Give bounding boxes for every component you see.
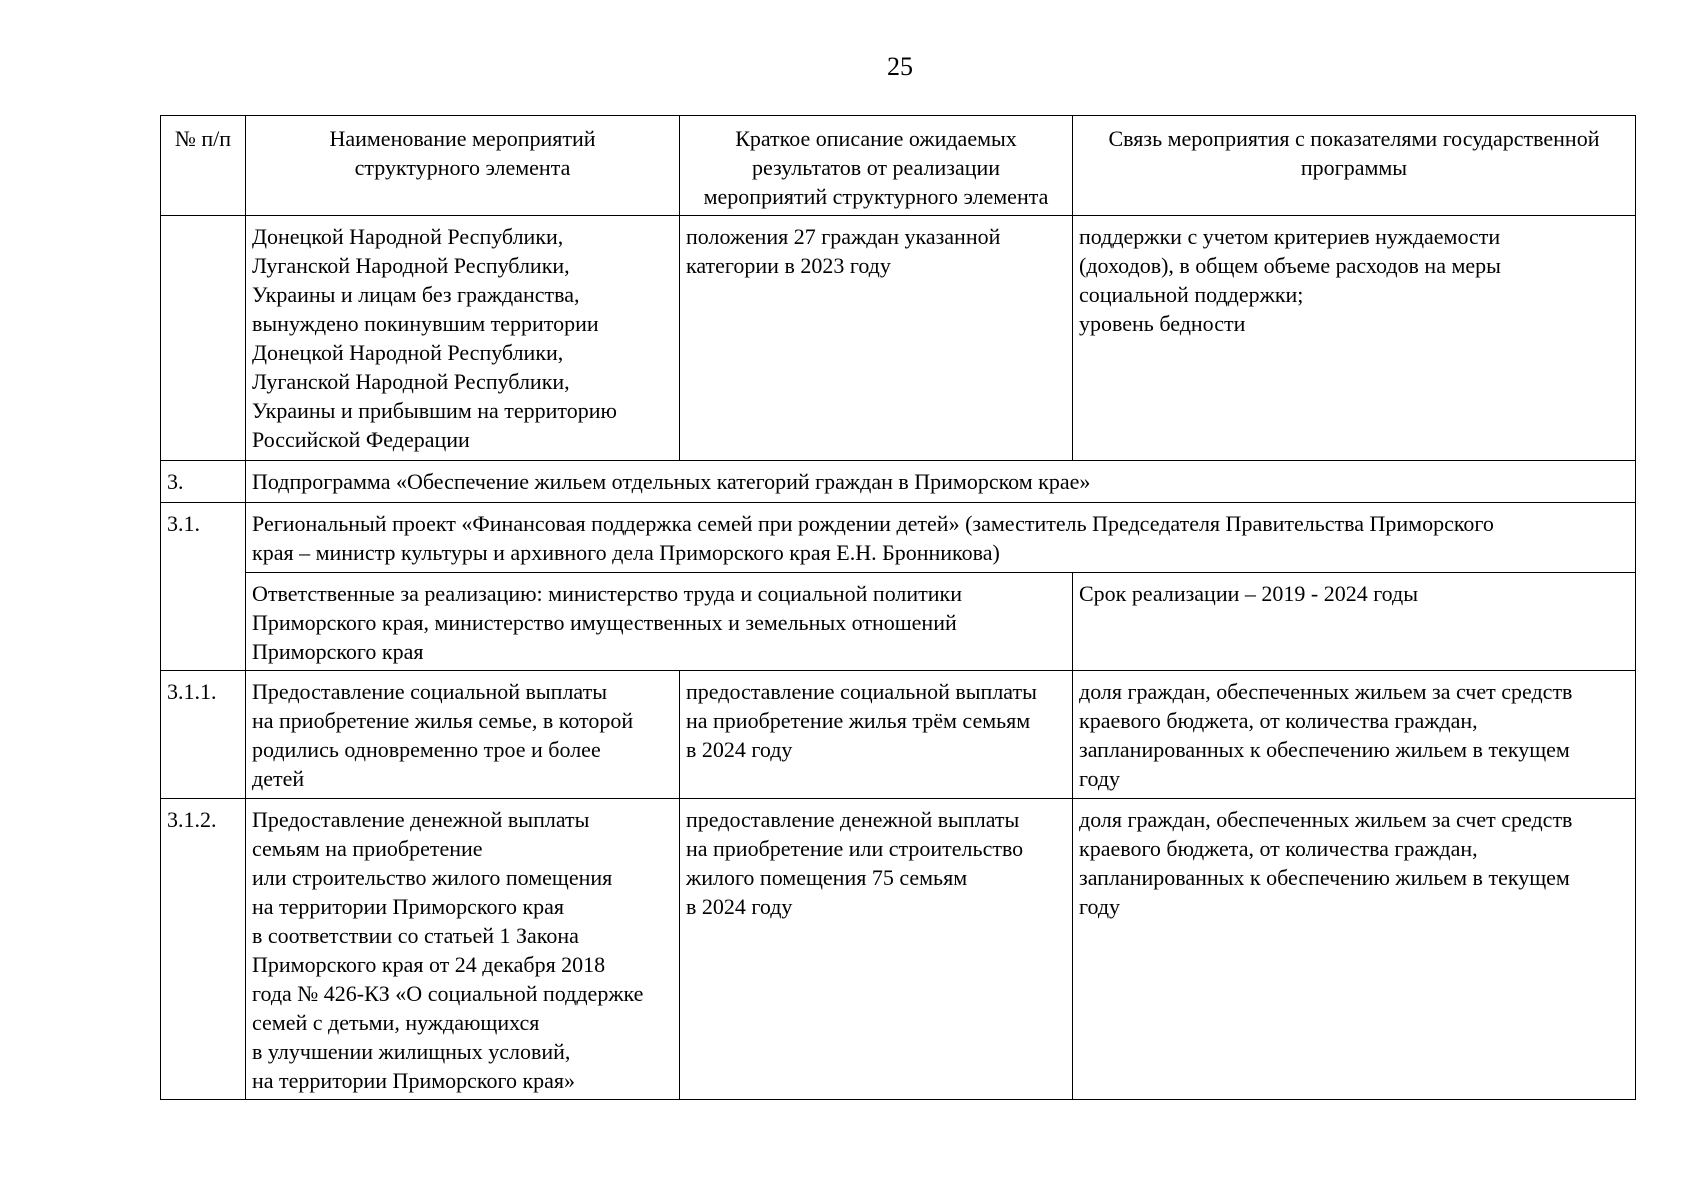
cell-result: положения 27 граждан указанной категории в 2023 году [680,216,1073,461]
cell-num: 3. [161,461,246,503]
section-row [161,461,1636,503]
cell-name: Предоставление социальной выплаты на приобретение жилья семье, в которой родились одновременно трое и более детей [246,671,680,799]
header-num: № п/п [161,116,246,216]
table-row [161,671,1636,799]
cell-link: доля граждан, обеспеченных жильем за счет средств краевого бюджета, от количества граждан, запланированных к обеспечению жильем в текущем году [1073,799,1636,1100]
page-number: 25 [887,52,913,81]
section-title: Региональный проект «Финансовая поддержка семей при рождении детей» (заместитель Председателя Правительства Приморского края – министр культуры и архивного дела Приморского края Е.Н. Бронникова) [246,503,1636,573]
section-row [161,503,1636,573]
cell-num: 3.1.2. [161,799,246,1100]
header-link: Связь мероприятия с показателями государственной программы [1073,116,1636,216]
program-table [160,115,1636,1100]
cell-num [161,216,246,461]
cell-name: Предоставление денежной выплаты семьям на приобретение или строительство жилого помещения на территории Приморского края в соответствии со статьей 1 Закона Приморского края от 24 декабря 2018 года № 426-КЗ «О социальной поддержке семей с детьми, нуждающихся в улучшении жилищных условий, на территории Приморского края» [246,799,680,1100]
cell-result: предоставление денежной выплаты на приобретение или строительство жилого помещения 75 семьям в 2024 году [680,799,1073,1100]
term-cell: Срок реализации – 2019 - 2024 годы [1073,573,1636,671]
responsible-row [161,573,1636,671]
cell-link: доля граждан, обеспеченных жильем за счет средств краевого бюджета, от количества граждан, запланированных к обеспечению жильем в текущем году [1073,671,1636,799]
table-header-row [161,116,1636,216]
header-result: Краткое описание ожидаемых результатов от реализации мероприятий структурного элемента [680,116,1073,216]
cell-link: поддержки с учетом критериев нуждаемости (доходов), в общем объеме расходов на меры социальной поддержки; уровень бедности [1073,216,1636,461]
cell-name: Донецкой Народной Республики, Луганской Народной Республики, Украины и лицам без гражданства, вынуждено покинувшим территории Донецкой Народной Республики, Луганской Народной Республики, Украины и прибывшим на территорию Российской Федерации [246,216,680,461]
cell-num: 3.1.1. [161,671,246,799]
header-name: Наименование мероприятий структурного элемента [246,116,680,216]
responsible-cell: Ответственные за реализацию: министерство труда и социальной политики Приморского края, министерство имущественных и земельных отношений Приморского края [246,573,1073,671]
cell-result: предоставление социальной выплаты на приобретение жилья трём семьям в 2024 году [680,671,1073,799]
table-row [161,799,1636,1100]
table-row [161,216,1636,461]
section-title: Подпрограмма «Обеспечение жильем отдельных категорий граждан в Приморском крае» [246,461,1636,503]
cell-num: 3.1. [161,503,246,671]
